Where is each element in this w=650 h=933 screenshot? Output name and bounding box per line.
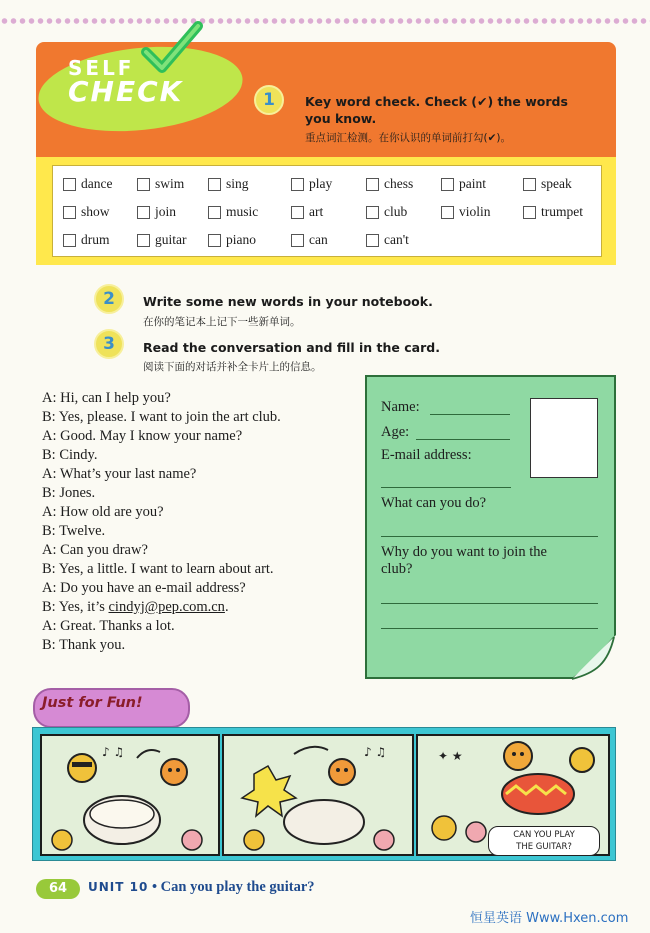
word-item[interactable]: swim [137, 176, 184, 192]
checkbox[interactable] [137, 234, 150, 247]
word-item[interactable]: can't [366, 232, 409, 248]
checkbox[interactable] [63, 206, 76, 219]
word-item[interactable]: paint [441, 176, 486, 192]
checkbox[interactable] [523, 206, 536, 219]
svg-text:✦ ★: ✦ ★ [438, 749, 463, 763]
card-why-label-line2: club? [381, 561, 413, 577]
checkbox[interactable] [63, 234, 76, 247]
unit-title-text: Can you play the guitar? [160, 879, 315, 895]
step3-number: 3 [94, 329, 124, 359]
bullet: • [151, 879, 158, 895]
step1-instruction-line2: you know. [305, 111, 377, 126]
dialogue-line: A: Hi, can I help you? [42, 390, 171, 406]
unit-title [88, 879, 315, 896]
word-item[interactable]: art [291, 204, 323, 220]
checkbox[interactable] [441, 206, 454, 219]
dialogue-line: A: How old are you? [42, 504, 164, 520]
step2-number: 2 [94, 284, 124, 314]
dialogue-line: B: Cindy. [42, 447, 98, 463]
card-name-label: Name: [381, 399, 420, 415]
why-blank-1[interactable] [381, 603, 598, 604]
card-why-label-line1: Why do you want to join the [381, 544, 547, 560]
svg-text:♪ ♫: ♪ ♫ [364, 745, 387, 759]
card-email-label: E-mail address: [381, 447, 472, 463]
spiral-dots [0, 14, 650, 28]
checkbox[interactable] [63, 178, 76, 191]
checkbox[interactable] [523, 178, 536, 191]
checkbox[interactable] [291, 234, 304, 247]
word-item[interactable]: show [63, 204, 110, 220]
dialogue-line: A: Can you draw? [42, 542, 148, 558]
why-blank-2[interactable] [381, 628, 598, 629]
checkbox[interactable] [291, 178, 304, 191]
self-label: SELF [68, 56, 135, 80]
svg-text:♪ ♫: ♪ ♫ [102, 745, 125, 759]
word-item[interactable]: trumpet [523, 204, 583, 220]
word-item[interactable]: speak [523, 176, 572, 192]
checkbox[interactable] [366, 234, 379, 247]
checkmark-icon [140, 18, 204, 82]
word-item[interactable]: join [137, 204, 176, 220]
card-age-label: Age: [381, 424, 410, 440]
checkbox[interactable] [137, 178, 150, 191]
comic-panel-1 [40, 734, 220, 856]
step2-instruction-zh: 在你的笔记本上记下一些新单词。 [143, 316, 301, 328]
email-blank[interactable] [381, 487, 511, 488]
step1-instruction-line1: Key word check. Check (✔) the words [305, 94, 568, 109]
comic-drawing-2 [224, 736, 412, 854]
dialogue-line: B: Yes, a little. I want to learn about art. [42, 561, 274, 577]
checkbox[interactable] [208, 178, 221, 191]
checkbox[interactable] [208, 234, 221, 247]
dialogue-line: A: What’s your last name? [42, 466, 197, 482]
can-do-blank[interactable] [381, 536, 598, 537]
unit-label: UNIT 10 [88, 880, 149, 894]
word-item[interactable]: violin [441, 204, 491, 220]
just-for-fun-label: Just for Fun! [42, 695, 143, 711]
step2-instruction: Write some new words in your notebook. [143, 294, 433, 309]
checkbox[interactable] [366, 206, 379, 219]
comic-drawing-1 [42, 736, 218, 854]
step3-instruction-zh: 阅读下面的对话并补全卡片上的信息。 [143, 361, 322, 373]
dialogue-line: B: Yes, it’s cindyj@pep.com.cn. [42, 599, 229, 615]
word-item[interactable]: dance [63, 176, 112, 192]
dialogue-line: A: Great. Thanks a lot. [42, 618, 175, 634]
email-address: cindyj@pep.com.cn [108, 599, 225, 615]
word-check-box [52, 165, 602, 257]
step1-instruction-zh: 重点词汇检测。在你认识的单词前打勾(✔)。 [305, 132, 511, 144]
card-can-do-label: What can you do? [381, 495, 487, 511]
speech-bubble [488, 826, 600, 856]
age-blank[interactable] [416, 439, 510, 440]
page-number: 64 [36, 879, 80, 899]
dialogue-line: A: Do you have an e-mail address? [42, 580, 246, 596]
word-item[interactable]: piano [208, 232, 256, 248]
dialogue-line: B: Jones. [42, 485, 96, 501]
word-item[interactable]: drum [63, 232, 110, 248]
dialogue-line: B: Thank you. [42, 637, 126, 653]
word-item[interactable]: music [208, 204, 258, 220]
checkbox[interactable] [441, 178, 454, 191]
checkbox[interactable] [137, 206, 150, 219]
step1-number: 1 [254, 85, 284, 115]
speech-line-1: CAN YOU PLAY [513, 830, 575, 840]
name-blank[interactable] [430, 414, 510, 415]
word-item[interactable]: guitar [137, 232, 187, 248]
checkbox[interactable] [291, 206, 304, 219]
word-item[interactable]: sing [208, 176, 249, 192]
check-label: CHECK [68, 75, 184, 108]
word-item[interactable]: chess [366, 176, 413, 192]
comic-panel-2 [222, 734, 414, 856]
checkbox[interactable] [208, 206, 221, 219]
dialogue-line: B: Yes, please. I want to join the art club. [42, 409, 281, 425]
checkbox[interactable] [366, 178, 379, 191]
step3-instruction: Read the conversation and fill in the card. [143, 340, 440, 355]
dialogue-line: A: Good. May I know your name? [42, 428, 243, 444]
word-item[interactable]: play [291, 176, 332, 192]
card-fold-corner [570, 635, 616, 681]
word-item[interactable]: can [291, 232, 328, 248]
photo-box [530, 398, 598, 478]
word-item[interactable]: club [366, 204, 407, 220]
speech-line-2: THE GUITAR? [516, 842, 572, 852]
dialogue-line: B: Twelve. [42, 523, 106, 539]
watermark: 恒星英语 Www.Hxen.com [470, 911, 629, 926]
